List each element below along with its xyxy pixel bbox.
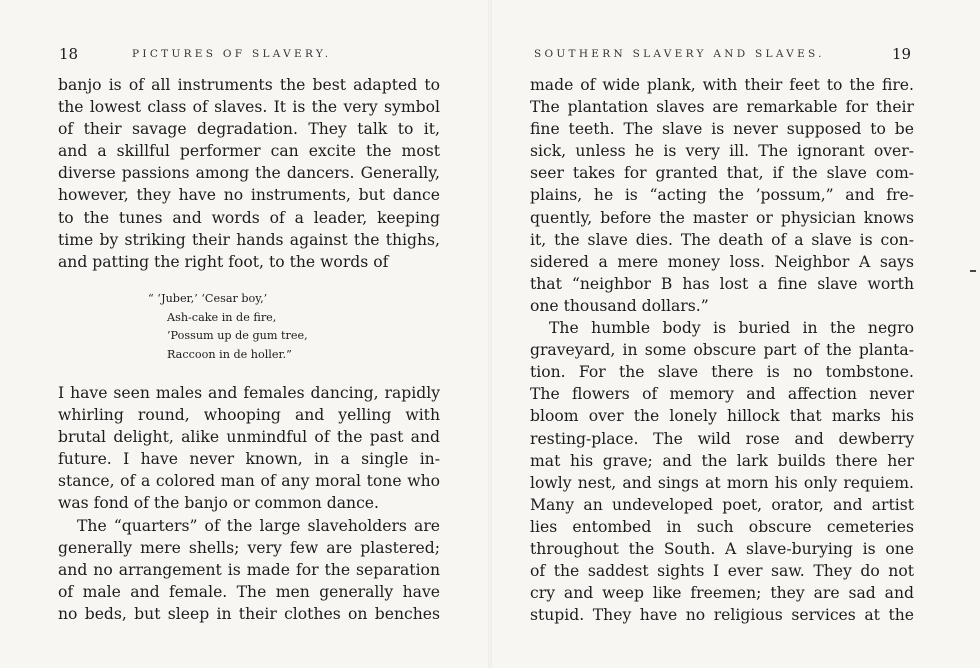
text-line: of the saddest sights I ever saw. They do not	[530, 562, 914, 581]
text-line: The humble body is buried in the negro	[549, 319, 914, 338]
text-line: The plantation slaves are remarkable for their	[530, 98, 914, 117]
text-line: and patting the right foot, to the words of	[58, 252, 389, 271]
text-line: The flowers of memory and affection never	[530, 385, 914, 404]
text-line: diverse passions among the dancers. Generally,	[58, 164, 440, 183]
verse-line: ’Possum up de gum tree,	[167, 329, 308, 343]
text-line: seer takes for granted that, if the slave com-	[530, 164, 914, 183]
verse-line: Ash-cake in de fire,	[167, 310, 277, 324]
text-line: brutal delight, alike unmindful of the past and	[58, 428, 440, 447]
verse-line: Raccoon in de holler.”	[167, 347, 292, 361]
text-line: lowly nest, and sings at morn his only requiem.	[530, 473, 914, 492]
text-line: and a skillful performer can excite the most	[58, 142, 440, 161]
text-line: generally mere shells; very few are plastered;	[58, 538, 440, 557]
text-line: sick, unless he is very ill. The ignorant over-	[530, 142, 914, 161]
text-line: quently, before the master or physician knows	[530, 208, 914, 227]
text-line: cry and weep like freemen; they are sad and	[530, 584, 914, 603]
text-line: future. I have never known, in a single in-	[58, 450, 440, 469]
paragraph-block	[530, 74, 914, 626]
text-line: banjo is of all instruments the best adapted to	[58, 76, 440, 94]
running-title: PICTURES OF SLAVERY.	[132, 48, 332, 60]
text-line: throughout the South. A slave-burying is one	[530, 539, 914, 558]
page-number: 18	[59, 45, 79, 63]
text-line: of male and female. The men generally have	[58, 582, 440, 601]
text-line: fine teeth. The slave is never supposed to be	[530, 120, 914, 139]
page-number: 19	[892, 45, 912, 63]
text-line: and no arrangement is made for the separation	[58, 560, 440, 579]
text-line: The “quarters” of the large slaveholders are	[77, 516, 440, 535]
text-line: to the tunes and words of a leader, keeping	[58, 208, 440, 227]
text-line: stupid. They have no religious services at the	[530, 606, 914, 625]
text-line: however, they have no instruments, but dance	[58, 186, 440, 205]
text-line: bloom over the lonely hillock that marks his	[530, 407, 914, 426]
text-line: lies entombed in such obscure cemeteries	[530, 517, 914, 536]
scan-mark	[970, 270, 976, 272]
text-line: mat his grave; and the lark builds there her	[530, 451, 914, 470]
text-line: I have seen males and females dancing, rapidly	[58, 384, 440, 402]
text-line: of their savage degradation. They talk to it,	[58, 120, 440, 139]
text-line: tion. For the slave there is no tombstone.	[530, 363, 914, 382]
text-line: that “neighbor B has lost a fine slave worth	[530, 274, 914, 293]
text-line: was fond of the banjo or common dance.	[58, 494, 379, 513]
verse-quote	[148, 290, 308, 364]
verse-line: “ ‘Juber,’ ‘Cesar boy,’	[148, 292, 268, 305]
text-line: time by striking their hands against the thighs,	[58, 230, 440, 249]
text-line: graveyard, in some obscure part of the planta-	[530, 341, 914, 360]
text-line: whirling round, whooping and yelling with	[58, 406, 440, 425]
text-line: made of wide plank, with their feet to the fire.	[530, 76, 914, 94]
paragraph-block	[58, 74, 440, 273]
running-title: SOUTHERN SLAVERY AND SLAVES.	[534, 48, 825, 60]
text-line: the lowest class of slaves. It is the very symbol	[58, 98, 440, 117]
paragraph-block	[58, 382, 440, 625]
text-line: it, the slave dies. The death of a slave is con-	[530, 230, 914, 249]
text-line: resting-place. The wild rose and dewberry	[530, 429, 914, 448]
text-line: one thousand dollars.”	[530, 296, 709, 315]
text-line: no beds, but sleep in their clothes on benches	[58, 604, 440, 623]
text-line: plains, he is “acting the ’possum,” and fre-	[530, 186, 914, 205]
text-line: Many an undeveloped poet, orator, and artist	[530, 495, 914, 514]
right-page	[490, 0, 980, 668]
text-line: sidered a mere money loss. Neighbor A says	[530, 252, 914, 271]
text-line: stance, of a colored man of any moral tone who	[58, 472, 440, 491]
